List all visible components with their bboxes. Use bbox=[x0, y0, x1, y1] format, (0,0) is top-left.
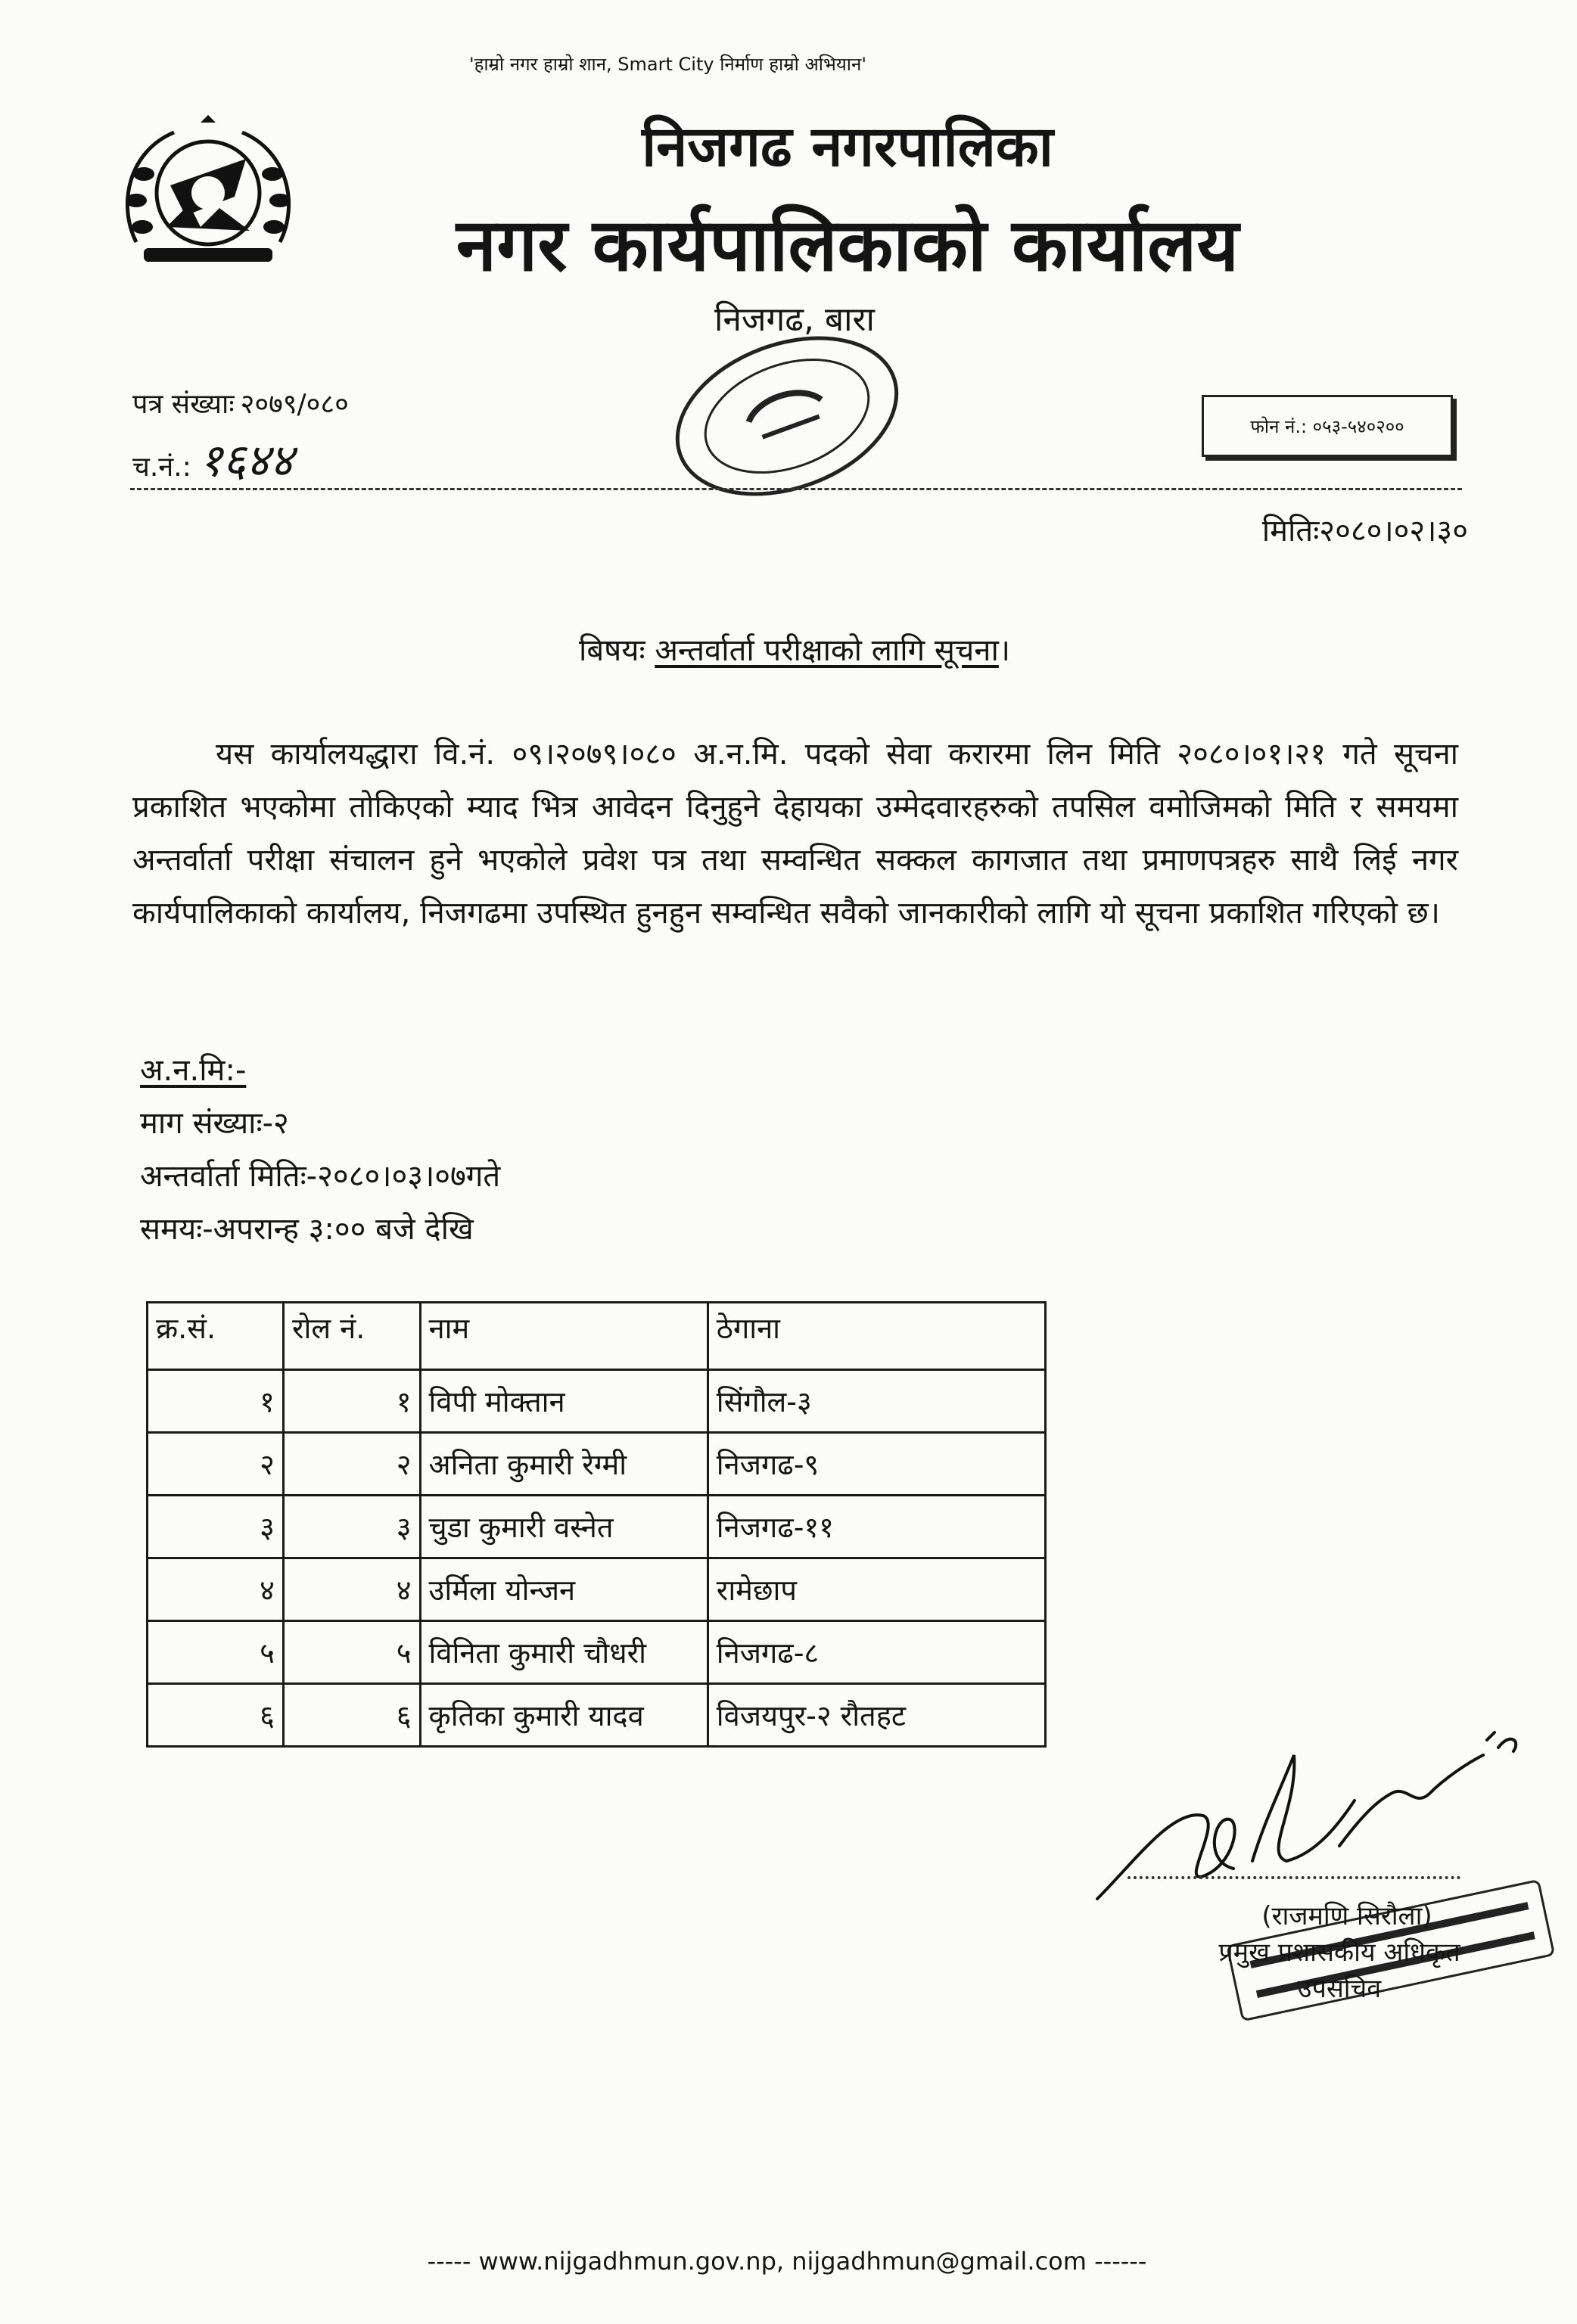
municipality-title: निजगढ नगरपालिका bbox=[642, 114, 1053, 179]
signatory-position: प्रमुख प्रशासकीय अधिकृत bbox=[1218, 1937, 1460, 1968]
subject-end: । bbox=[998, 633, 1010, 668]
table-row bbox=[148, 1684, 1046, 1747]
serial-cell: २ bbox=[148, 1433, 284, 1496]
serial-cell: १ bbox=[148, 1370, 284, 1433]
header-name: नाम bbox=[420, 1303, 708, 1370]
name-cell: उर्मिला योन्जन bbox=[420, 1558, 708, 1621]
table-row bbox=[148, 1558, 1046, 1621]
letter-number bbox=[132, 384, 349, 421]
table-row bbox=[148, 1496, 1046, 1558]
serial-cell: ४ bbox=[148, 1558, 284, 1621]
interview-date: अन्तर्वार्ता मितिः-२०८०।०३।०७गते bbox=[140, 1159, 501, 1194]
name-cell: विनिता कुमारी चौधरी bbox=[420, 1621, 708, 1684]
subject-text: अन्तर्वार्ता परीक्षाको लागि सूचना bbox=[655, 633, 999, 668]
candidate-table bbox=[146, 1301, 1047, 1748]
signature-line bbox=[1128, 1876, 1460, 1879]
table-row bbox=[148, 1370, 1046, 1433]
roll-cell: ४ bbox=[283, 1558, 420, 1621]
interview-time: समयः-अपरान्ह ३:०० बजे देखि bbox=[140, 1212, 474, 1247]
roll-cell: २ bbox=[283, 1433, 420, 1496]
address-cell: विजयपुर-२ रौतहट bbox=[708, 1684, 1045, 1747]
subject-line bbox=[303, 628, 1286, 670]
header-roll: रोल नं. bbox=[283, 1303, 420, 1370]
post-title: अ.न.मि:- bbox=[140, 1053, 247, 1088]
address-cell: सिंगौल-३ bbox=[708, 1370, 1045, 1433]
letter-number-label: पत्र संख्याः bbox=[132, 389, 235, 420]
dispatch-number bbox=[132, 427, 294, 489]
name-cell: कृतिका कुमारी यादव bbox=[420, 1684, 708, 1747]
dispatch-number-value: १६४४ bbox=[198, 434, 294, 487]
signatory-rank: उपसचिव bbox=[1297, 1974, 1382, 2004]
table-row bbox=[148, 1433, 1046, 1496]
subject-label: बिषयः bbox=[578, 633, 645, 668]
name-cell: विपी मोक्तान bbox=[420, 1370, 708, 1433]
letter-number-value: २०७९/०८० bbox=[240, 389, 349, 420]
header-address: ठेगाना bbox=[708, 1303, 1045, 1370]
name-cell: चुडा कुमारी वस्नेत bbox=[420, 1496, 708, 1558]
signatory-name: (राजमणि सिरौला) bbox=[1261, 1901, 1432, 1931]
dispatch-number-label: च.नं.: bbox=[132, 452, 191, 483]
handwritten-signature-icon bbox=[1090, 1710, 1559, 2073]
demand-count: माग संख्याः-२ bbox=[140, 1106, 289, 1141]
office-title: नगर कार्यपालिकाको कार्यालय bbox=[456, 203, 1240, 287]
header-divider bbox=[130, 488, 1462, 490]
table-row bbox=[148, 1621, 1046, 1684]
letter-date: मितिः२०८०।०२।३० bbox=[1261, 514, 1468, 548]
serial-cell: ३ bbox=[148, 1496, 284, 1558]
address-cell: निजगढ-९ bbox=[708, 1433, 1045, 1496]
roll-cell: ३ bbox=[283, 1496, 420, 1558]
serial-cell: ६ bbox=[148, 1684, 284, 1747]
table-header-row bbox=[148, 1303, 1046, 1370]
nepal-emblem-icon bbox=[114, 113, 303, 280]
footer-contact: ----- www.nijgadhmun.gov.np, nijgadhmun@gmail.com ------ bbox=[427, 2247, 1147, 2276]
office-location: निजगढ, बारा bbox=[714, 300, 875, 339]
address-cell: निजगढ-८ bbox=[708, 1621, 1045, 1684]
notice-body: यस कार्यालयद्धारा वि.नं. ०९।२०७९।०८० अ.न.मि. पदको सेवा करारमा लिन मिति २०८०।०१।२१ गते सूचना प्रकाशित भएकोमा तोकिएको म्याद भित्र आवेदन दिनुहुने देहायका उम्मेदवारहरुको तपसिल वमोजिमको मिति र समयमा अन्तर्वार्ता परीक्षा संचालन हुने भएकोले प्रवेश पत्र तथा सम्वन्धित सक्कल कागजात तथा प्रमाणपत्रहरु साथै लिई नगर कार्यपालिकाको कार्यालय, निजगढमा उपस्थित हुनहुन सम्वन्धित सवैको जानकारीको लागि यो सूचना प्रकाशित गरिएको छ। bbox=[132, 737, 1458, 931]
name-cell: अनिता कुमारी रेग्मी bbox=[420, 1433, 708, 1496]
phone-box: फोन नं.: ०५३-५४०२०० bbox=[1202, 395, 1453, 457]
office-stamp-icon bbox=[651, 318, 923, 507]
serial-cell: ५ bbox=[148, 1621, 284, 1684]
address-cell: निजगढ-११ bbox=[708, 1496, 1045, 1558]
roll-cell: ५ bbox=[283, 1621, 420, 1684]
slogan: 'हाम्रो नगर हाम्रो शान, Smart City निर्माण हाम्रो अभियान' bbox=[469, 54, 866, 75]
header-serial: क्र.सं. bbox=[148, 1303, 284, 1370]
roll-cell: १ bbox=[283, 1370, 420, 1433]
roll-cell: ६ bbox=[283, 1684, 420, 1747]
address-cell: रामेछाप bbox=[708, 1558, 1045, 1621]
